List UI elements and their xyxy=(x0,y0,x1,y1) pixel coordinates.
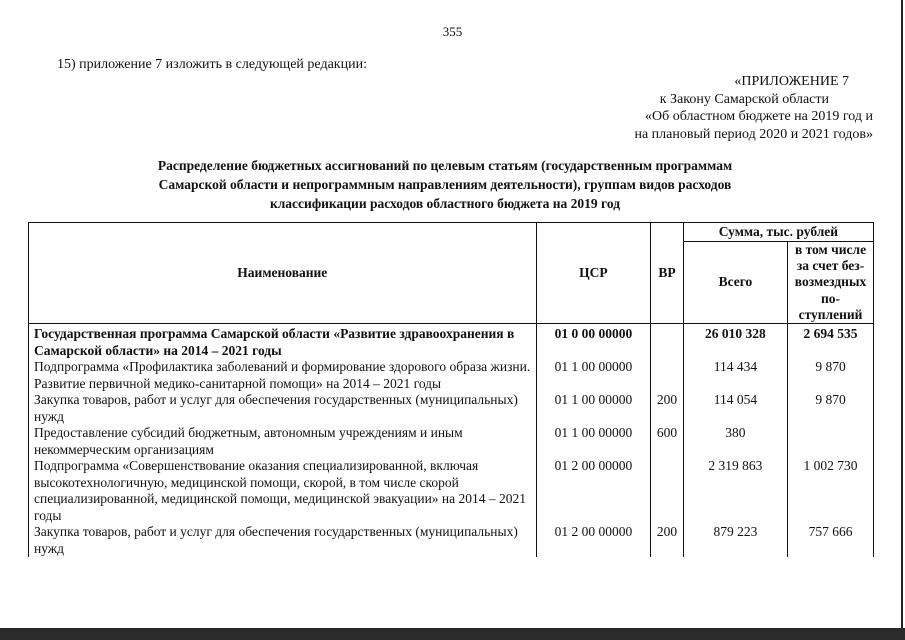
table-row xyxy=(29,392,874,425)
appendix-title: «ПРИЛОЖЕНИЕ 7 xyxy=(734,74,849,89)
row-csr: 01 1 00 00000 xyxy=(536,392,651,425)
table-row xyxy=(29,324,874,360)
row-grants: 757 666 xyxy=(788,524,874,557)
row-vr xyxy=(651,324,684,360)
header-vr: ВР xyxy=(651,223,684,324)
appendix-header xyxy=(634,73,873,143)
row-csr: 01 2 00 00000 xyxy=(536,524,651,557)
row-csr: 01 1 00 00000 xyxy=(536,425,651,458)
row-vr: 200 xyxy=(651,524,684,557)
row-vr xyxy=(651,359,684,392)
table-row xyxy=(29,458,874,524)
row-total: 2 319 863 xyxy=(683,458,787,524)
document-title-line: Распределение бюджетных ассигнований по целевым статьям (государственным программам xyxy=(157,158,733,173)
row-vr: 200 xyxy=(651,392,684,425)
row-grants: 2 694 535 xyxy=(788,324,874,360)
header-total: Всего xyxy=(683,242,787,324)
budget-table xyxy=(28,222,874,557)
page-number: 355 xyxy=(442,24,463,39)
row-name: Закупка товаров, работ и услуг для обеспечения государственных (муниципальных) нужд xyxy=(29,524,537,557)
row-csr: 01 1 00 00000 xyxy=(536,359,651,392)
document-title-line: классификации расходов областного бюджета на 2019 год xyxy=(269,196,621,211)
row-name: Государственная программа Самарской области «Развитие здравоохранения в Самарской области» на 2014 – 2021 годы xyxy=(29,324,537,360)
header-grants: в том числе за счет без-возмездных по-ступлений xyxy=(788,242,874,324)
row-vr xyxy=(651,458,684,524)
document-title-line: Самарской области и непрограммным направлениям деятельности), группам видов расходов xyxy=(158,177,732,192)
row-total: 380 xyxy=(683,425,787,458)
scan-edge-right xyxy=(901,0,903,628)
header-sum: Сумма, тыс. рублей xyxy=(683,223,873,242)
row-total: 26 010 328 xyxy=(683,324,787,360)
header-csr: ЦСР xyxy=(536,223,651,324)
row-total: 114 434 xyxy=(683,359,787,392)
appendix-law-name: «Об областном бюджете на 2019 год и xyxy=(645,109,873,124)
intro-text: 15) приложение 7 изложить в следующей редакции: xyxy=(57,57,367,72)
scan-edge-bottom xyxy=(0,628,905,640)
row-grants: 1 002 730 xyxy=(788,458,874,524)
table-row xyxy=(29,425,874,458)
appendix-law-period: на плановый период 2020 и 2021 годов» xyxy=(634,126,873,142)
row-name: Подпрограмма «Профилактика заболеваний и формирование здорового образа жизни. Развитие первичной медико-санитарной помощи» на 2014 – 2021 годы xyxy=(29,359,537,392)
row-vr: 600 xyxy=(651,425,684,458)
row-csr: 01 2 00 00000 xyxy=(536,458,651,524)
header-name: Наименование xyxy=(29,223,537,324)
row-name: Предоставление субсидий бюджетным, автономным учреждениям и иным некоммерческим организациям xyxy=(29,425,537,458)
row-name: Подпрограмма «Совершенствование оказания специализированной, включая высокотехнологичную, медицинской помощи, скорой, в том числе скорой специализированной, медицинской помощи, медицинской эвакуации» на 2014 – 2021 годы xyxy=(29,458,537,524)
row-grants: 9 870 xyxy=(788,392,874,425)
document-title xyxy=(100,156,790,213)
row-total: 879 223 xyxy=(683,524,787,557)
row-total: 114 054 xyxy=(683,392,787,425)
row-grants xyxy=(788,425,874,458)
table-row xyxy=(29,524,874,557)
table-row xyxy=(29,359,874,392)
row-grants: 9 870 xyxy=(788,359,874,392)
row-csr: 01 0 00 00000 xyxy=(536,324,651,360)
row-name: Закупка товаров, работ и услуг для обеспечения государственных (муниципальных) нужд xyxy=(29,392,537,425)
appendix-law: к Закону Самарской области xyxy=(659,91,829,107)
